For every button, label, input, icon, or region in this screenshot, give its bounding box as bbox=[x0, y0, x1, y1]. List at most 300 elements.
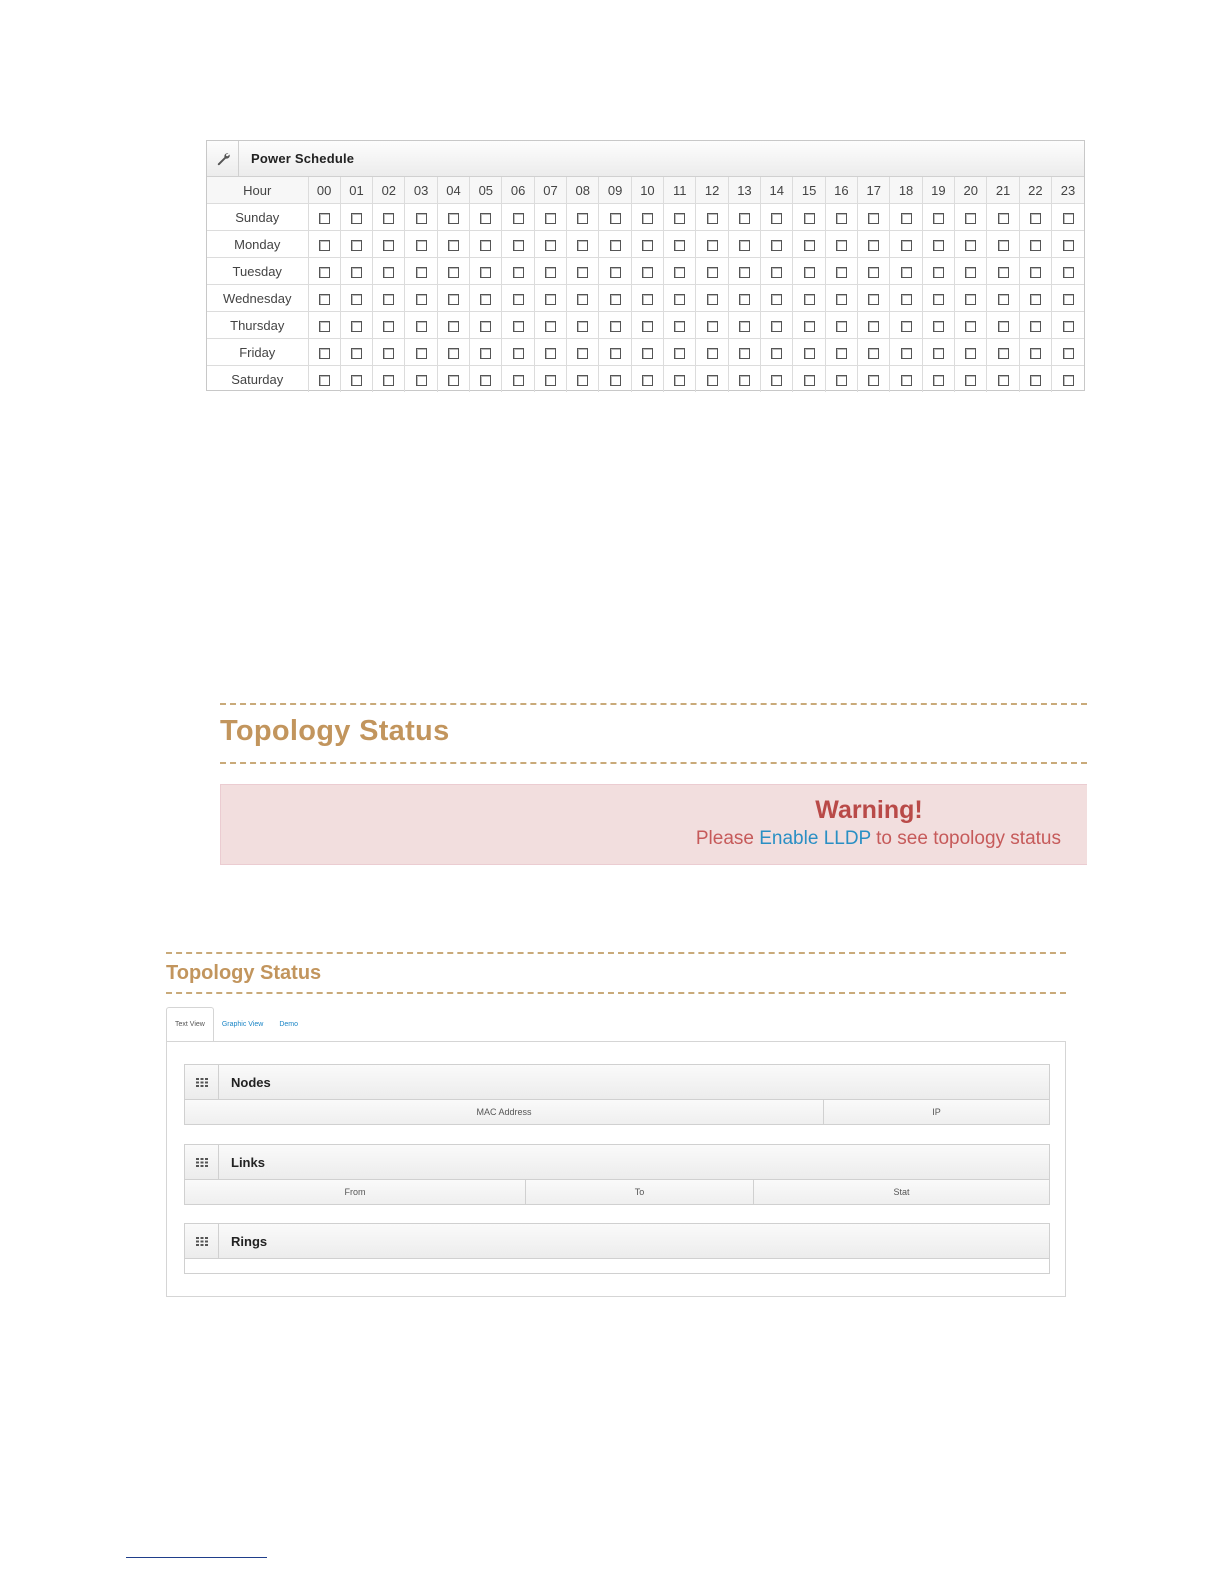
divider bbox=[220, 703, 1087, 705]
schedule-cell bbox=[858, 204, 890, 231]
hour-checkbox[interactable] bbox=[1063, 267, 1074, 278]
hour-column-header: 15 bbox=[793, 177, 825, 204]
schedule-cell bbox=[340, 366, 372, 393]
schedule-cell bbox=[373, 312, 405, 339]
schedule-row bbox=[207, 312, 1084, 339]
hour-checkbox[interactable] bbox=[416, 321, 427, 332]
schedule-cell bbox=[664, 339, 696, 366]
hour-checkbox[interactable] bbox=[674, 267, 685, 278]
schedule-cell bbox=[793, 339, 825, 366]
hour-checkbox[interactable] bbox=[674, 240, 685, 251]
schedule-cell bbox=[470, 204, 502, 231]
hour-checkbox[interactable] bbox=[448, 321, 459, 332]
hour-checkbox[interactable] bbox=[610, 213, 621, 224]
hour-checkbox[interactable] bbox=[577, 321, 588, 332]
hour-checkbox[interactable] bbox=[319, 375, 330, 386]
hour-checkbox[interactable] bbox=[674, 321, 685, 332]
schedule-cell bbox=[858, 258, 890, 285]
hour-checkbox[interactable] bbox=[739, 321, 750, 332]
schedule-cell bbox=[308, 258, 340, 285]
schedule-cell bbox=[890, 312, 922, 339]
hour-checkbox[interactable] bbox=[416, 267, 427, 278]
hour-checkbox[interactable] bbox=[901, 294, 912, 305]
hour-checkbox[interactable] bbox=[480, 267, 491, 278]
hour-checkbox[interactable] bbox=[513, 348, 524, 359]
schedule-cell bbox=[308, 285, 340, 312]
schedule-cell bbox=[308, 339, 340, 366]
hour-checkbox[interactable] bbox=[351, 294, 362, 305]
schedule-cell bbox=[340, 285, 372, 312]
hour-checkbox[interactable] bbox=[1030, 213, 1041, 224]
column-header-to[interactable]: To bbox=[526, 1180, 754, 1204]
hour-checkbox[interactable] bbox=[933, 267, 944, 278]
hour-checkbox[interactable] bbox=[448, 267, 459, 278]
schedule-cell bbox=[373, 285, 405, 312]
hour-checkbox[interactable] bbox=[771, 213, 782, 224]
schedule-cell bbox=[825, 204, 857, 231]
schedule-cell bbox=[599, 285, 631, 312]
hour-checkbox[interactable] bbox=[674, 348, 685, 359]
hour-checkbox[interactable] bbox=[577, 267, 588, 278]
hour-checkbox[interactable] bbox=[836, 294, 847, 305]
schedule-cell bbox=[761, 204, 793, 231]
hour-checkbox[interactable] bbox=[480, 294, 491, 305]
schedule-cell bbox=[696, 204, 728, 231]
hour-checkbox[interactable] bbox=[577, 375, 588, 386]
hour-checkbox[interactable] bbox=[707, 213, 718, 224]
schedule-cell bbox=[987, 285, 1019, 312]
hour-checkbox[interactable] bbox=[771, 375, 782, 386]
schedule-cell bbox=[987, 231, 1019, 258]
hour-checkbox[interactable] bbox=[416, 294, 427, 305]
schedule-cell bbox=[631, 231, 663, 258]
hour-checkbox[interactable] bbox=[836, 240, 847, 251]
schedule-cell bbox=[922, 312, 954, 339]
hour-checkbox[interactable] bbox=[933, 294, 944, 305]
hour-checkbox[interactable] bbox=[319, 267, 330, 278]
hour-checkbox[interactable] bbox=[416, 375, 427, 386]
schedule-cell bbox=[922, 339, 954, 366]
hour-checkbox[interactable] bbox=[545, 267, 556, 278]
hour-checkbox[interactable] bbox=[545, 240, 556, 251]
power-schedule-table bbox=[207, 177, 1084, 392]
hour-checkbox[interactable] bbox=[1030, 267, 1041, 278]
hour-checkbox[interactable] bbox=[448, 294, 459, 305]
hour-checkbox[interactable] bbox=[642, 348, 653, 359]
links-title: Links bbox=[231, 1154, 265, 1170]
hour-checkbox[interactable] bbox=[642, 375, 653, 386]
hour-checkbox[interactable] bbox=[868, 267, 879, 278]
hour-checkbox[interactable] bbox=[513, 267, 524, 278]
divider bbox=[220, 762, 1087, 764]
hour-checkbox[interactable] bbox=[1063, 375, 1074, 386]
schedule-cell bbox=[470, 258, 502, 285]
schedule-cell bbox=[308, 231, 340, 258]
hour-checkbox[interactable] bbox=[836, 213, 847, 224]
schedule-cell bbox=[825, 312, 857, 339]
tab-text-view[interactable]: Text View bbox=[166, 1007, 214, 1043]
hour-checkbox[interactable] bbox=[674, 375, 685, 386]
hour-checkbox[interactable] bbox=[351, 321, 362, 332]
hour-checkbox[interactable] bbox=[642, 240, 653, 251]
hour-checkbox[interactable] bbox=[610, 294, 621, 305]
hour-checkbox[interactable] bbox=[804, 348, 815, 359]
schedule-cell bbox=[696, 258, 728, 285]
schedule-cell bbox=[373, 366, 405, 393]
schedule-cell bbox=[567, 366, 599, 393]
hour-checkbox[interactable] bbox=[610, 321, 621, 332]
hour-checkbox[interactable] bbox=[383, 348, 394, 359]
schedule-cell bbox=[793, 312, 825, 339]
hour-checkbox[interactable] bbox=[804, 294, 815, 305]
hour-checkbox[interactable] bbox=[319, 294, 330, 305]
hour-checkbox[interactable] bbox=[998, 375, 1009, 386]
hour-checkbox[interactable] bbox=[416, 213, 427, 224]
hour-checkbox[interactable] bbox=[707, 267, 718, 278]
hour-checkbox[interactable] bbox=[804, 375, 815, 386]
hour-checkbox[interactable] bbox=[1063, 348, 1074, 359]
hour-checkbox[interactable] bbox=[1063, 240, 1074, 251]
hour-checkbox[interactable] bbox=[480, 240, 491, 251]
view-tabs bbox=[166, 1006, 306, 1042]
hour-checkbox[interactable] bbox=[642, 267, 653, 278]
column-header-stat[interactable]: Stat bbox=[754, 1180, 1049, 1204]
schedule-cell bbox=[631, 204, 663, 231]
schedule-cell bbox=[890, 339, 922, 366]
hour-column-header: 22 bbox=[1019, 177, 1051, 204]
rings-title: Rings bbox=[231, 1233, 268, 1249]
hour-checkbox[interactable] bbox=[998, 213, 1009, 224]
hour-checkbox[interactable] bbox=[319, 213, 330, 224]
schedule-cell bbox=[308, 366, 340, 393]
footer-rule bbox=[126, 1557, 267, 1558]
hour-checkbox[interactable] bbox=[707, 348, 718, 359]
hour-checkbox[interactable] bbox=[319, 321, 330, 332]
schedule-cell bbox=[825, 366, 857, 393]
schedule-cell bbox=[1019, 312, 1051, 339]
hour-checkbox[interactable] bbox=[933, 240, 944, 251]
schedule-cell bbox=[502, 285, 534, 312]
hour-checkbox[interactable] bbox=[998, 348, 1009, 359]
schedule-cell bbox=[470, 231, 502, 258]
schedule-cell bbox=[405, 285, 437, 312]
hour-checkbox[interactable] bbox=[739, 348, 750, 359]
column-header-ip[interactable]: IP bbox=[824, 1100, 1049, 1124]
hour-checkbox[interactable] bbox=[383, 267, 394, 278]
schedule-cell bbox=[696, 366, 728, 393]
schedule-cell bbox=[405, 231, 437, 258]
hour-checkbox[interactable] bbox=[383, 213, 394, 224]
column-header-from[interactable]: From bbox=[185, 1180, 526, 1204]
page-title: Topology Status bbox=[220, 715, 450, 747]
hour-checkbox[interactable] bbox=[868, 213, 879, 224]
hour-checkbox[interactable] bbox=[836, 267, 847, 278]
hour-checkbox[interactable] bbox=[771, 267, 782, 278]
schedule-cell bbox=[599, 204, 631, 231]
schedule-cell bbox=[1019, 231, 1051, 258]
schedule-cell bbox=[922, 285, 954, 312]
schedule-cell bbox=[664, 312, 696, 339]
hour-checkbox[interactable] bbox=[448, 240, 459, 251]
schedule-cell bbox=[696, 231, 728, 258]
schedule-cell bbox=[534, 285, 566, 312]
day-label: Wednesday bbox=[207, 285, 308, 312]
hour-checkbox[interactable] bbox=[998, 294, 1009, 305]
hour-checkbox[interactable] bbox=[319, 348, 330, 359]
hour-checkbox[interactable] bbox=[513, 294, 524, 305]
hour-checkbox[interactable] bbox=[545, 321, 556, 332]
hour-checkbox[interactable] bbox=[901, 240, 912, 251]
schedule-cell bbox=[728, 339, 760, 366]
schedule-cell bbox=[1052, 339, 1084, 366]
hour-checkbox[interactable] bbox=[383, 321, 394, 332]
hour-checkbox[interactable] bbox=[933, 375, 944, 386]
schedule-cell bbox=[1019, 285, 1051, 312]
tab-demo[interactable]: Demo bbox=[279, 1021, 299, 1028]
schedule-cell bbox=[437, 285, 469, 312]
topology-status-section-small bbox=[166, 952, 1066, 994]
hour-checkbox[interactable] bbox=[901, 321, 912, 332]
hour-checkbox[interactable] bbox=[545, 375, 556, 386]
schedule-row bbox=[207, 258, 1084, 285]
hour-checkbox[interactable] bbox=[965, 294, 976, 305]
schedule-cell bbox=[567, 312, 599, 339]
hour-checkbox[interactable] bbox=[1063, 321, 1074, 332]
hour-checkbox[interactable] bbox=[868, 348, 879, 359]
schedule-cell bbox=[955, 204, 987, 231]
hour-checkbox[interactable] bbox=[804, 240, 815, 251]
schedule-cell bbox=[340, 312, 372, 339]
hour-column-header: 17 bbox=[858, 177, 890, 204]
schedule-cell bbox=[1052, 258, 1084, 285]
hour-checkbox[interactable] bbox=[351, 213, 362, 224]
schedule-cell bbox=[470, 366, 502, 393]
hour-checkbox[interactable] bbox=[319, 240, 330, 251]
hour-column-header: 03 bbox=[405, 177, 437, 204]
schedule-cell bbox=[664, 366, 696, 393]
hour-checkbox[interactable] bbox=[868, 240, 879, 251]
hour-checkbox[interactable] bbox=[610, 375, 621, 386]
hour-checkbox[interactable] bbox=[771, 348, 782, 359]
hour-checkbox[interactable] bbox=[351, 267, 362, 278]
hour-checkbox[interactable] bbox=[1030, 294, 1041, 305]
hour-checkbox[interactable] bbox=[965, 348, 976, 359]
hour-checkbox[interactable] bbox=[480, 321, 491, 332]
schedule-cell bbox=[534, 231, 566, 258]
hour-checkbox[interactable] bbox=[1030, 321, 1041, 332]
hour-checkbox[interactable] bbox=[610, 240, 621, 251]
hour-checkbox[interactable] bbox=[965, 213, 976, 224]
hour-column-header: 00 bbox=[308, 177, 340, 204]
hour-column-header: 23 bbox=[1052, 177, 1084, 204]
hour-checkbox[interactable] bbox=[707, 240, 718, 251]
hour-checkbox[interactable] bbox=[383, 375, 394, 386]
hour-checkbox[interactable] bbox=[771, 240, 782, 251]
hour-checkbox[interactable] bbox=[577, 294, 588, 305]
hour-checkbox[interactable] bbox=[868, 294, 879, 305]
hour-checkbox[interactable] bbox=[868, 375, 879, 386]
hour-checkbox[interactable] bbox=[1030, 375, 1041, 386]
schedule-cell bbox=[922, 366, 954, 393]
schedule-cell bbox=[890, 231, 922, 258]
hour-checkbox[interactable] bbox=[480, 375, 491, 386]
hour-checkbox[interactable] bbox=[577, 240, 588, 251]
schedule-cell bbox=[664, 231, 696, 258]
schedule-cell bbox=[955, 366, 987, 393]
schedule-cell bbox=[534, 366, 566, 393]
hour-checkbox[interactable] bbox=[965, 321, 976, 332]
schedule-cell bbox=[534, 258, 566, 285]
schedule-cell bbox=[825, 258, 857, 285]
hour-checkbox[interactable] bbox=[836, 348, 847, 359]
hour-checkbox[interactable] bbox=[545, 213, 556, 224]
hour-checkbox[interactable] bbox=[351, 348, 362, 359]
hour-checkbox[interactable] bbox=[448, 375, 459, 386]
schedule-cell bbox=[567, 231, 599, 258]
hour-checkbox[interactable] bbox=[642, 213, 653, 224]
hour-checkbox[interactable] bbox=[610, 348, 621, 359]
hour-checkbox[interactable] bbox=[998, 240, 1009, 251]
hour-checkbox[interactable] bbox=[739, 294, 750, 305]
schedule-cell bbox=[793, 285, 825, 312]
hour-checkbox[interactable] bbox=[642, 321, 653, 332]
nodes-title: Nodes bbox=[231, 1074, 271, 1090]
nodes-box bbox=[184, 1064, 1050, 1125]
hour-checkbox[interactable] bbox=[416, 240, 427, 251]
hour-checkbox[interactable] bbox=[383, 294, 394, 305]
hour-checkbox[interactable] bbox=[965, 375, 976, 386]
hour-checkbox[interactable] bbox=[674, 294, 685, 305]
hour-column-header: 04 bbox=[437, 177, 469, 204]
schedule-cell bbox=[922, 258, 954, 285]
hour-checkbox[interactable] bbox=[933, 213, 944, 224]
schedule-cell bbox=[599, 258, 631, 285]
hour-checkbox[interactable] bbox=[448, 348, 459, 359]
hour-checkbox[interactable] bbox=[642, 294, 653, 305]
hour-checkbox[interactable] bbox=[351, 375, 362, 386]
warning-alert bbox=[220, 784, 1087, 865]
schedule-cell bbox=[405, 204, 437, 231]
hour-checkbox[interactable] bbox=[998, 267, 1009, 278]
hour-checkbox[interactable] bbox=[739, 375, 750, 386]
hour-checkbox[interactable] bbox=[804, 213, 815, 224]
schedule-cell bbox=[858, 231, 890, 258]
hour-checkbox[interactable] bbox=[674, 213, 685, 224]
hour-checkbox[interactable] bbox=[901, 375, 912, 386]
divider bbox=[166, 952, 1066, 954]
schedule-cell bbox=[631, 312, 663, 339]
schedule-cell bbox=[890, 204, 922, 231]
hour-checkbox[interactable] bbox=[1063, 294, 1074, 305]
hour-checkbox[interactable] bbox=[771, 321, 782, 332]
hour-checkbox[interactable] bbox=[1063, 213, 1074, 224]
warning-suffix: to see topology status bbox=[870, 828, 1061, 849]
text-view-pane bbox=[166, 1041, 1066, 1297]
hour-checkbox[interactable] bbox=[545, 348, 556, 359]
hour-checkbox[interactable] bbox=[836, 321, 847, 332]
hour-checkbox[interactable] bbox=[804, 321, 815, 332]
hour-checkbox[interactable] bbox=[513, 321, 524, 332]
warning-prefix: Please bbox=[695, 828, 760, 849]
hour-checkbox[interactable] bbox=[383, 240, 394, 251]
hour-checkbox[interactable] bbox=[739, 213, 750, 224]
hour-checkbox[interactable] bbox=[998, 321, 1009, 332]
hour-checkbox[interactable] bbox=[739, 267, 750, 278]
schedule-cell bbox=[761, 366, 793, 393]
schedule-row bbox=[207, 339, 1084, 366]
hour-checkbox[interactable] bbox=[707, 321, 718, 332]
schedule-cell bbox=[502, 366, 534, 393]
hour-checkbox[interactable] bbox=[513, 240, 524, 251]
hour-checkbox[interactable] bbox=[707, 375, 718, 386]
hour-checkbox[interactable] bbox=[804, 267, 815, 278]
hour-checkbox[interactable] bbox=[933, 348, 944, 359]
hour-checkbox[interactable] bbox=[901, 267, 912, 278]
links-table-header bbox=[185, 1180, 1049, 1204]
rings-box bbox=[184, 1223, 1050, 1274]
hour-checkbox[interactable] bbox=[933, 321, 944, 332]
hour-checkbox[interactable] bbox=[739, 240, 750, 251]
hour-checkbox[interactable] bbox=[513, 213, 524, 224]
schedule-cell bbox=[761, 285, 793, 312]
hour-checkbox[interactable] bbox=[868, 321, 879, 332]
hour-checkbox[interactable] bbox=[707, 294, 718, 305]
schedule-cell bbox=[340, 339, 372, 366]
divider bbox=[166, 992, 1066, 994]
hour-checkbox[interactable] bbox=[416, 348, 427, 359]
enable-lldp-link[interactable]: Enable LLDP bbox=[759, 828, 871, 849]
schedule-cell bbox=[761, 258, 793, 285]
day-label: Tuesday bbox=[207, 258, 308, 285]
schedule-cell bbox=[761, 231, 793, 258]
hour-checkbox[interactable] bbox=[1030, 240, 1041, 251]
hour-checkbox[interactable] bbox=[577, 213, 588, 224]
schedule-cell bbox=[922, 231, 954, 258]
tab-graphic-view[interactable]: Graphic View bbox=[221, 1021, 264, 1028]
hour-column-header: 07 bbox=[534, 177, 566, 204]
section-title: Topology Status bbox=[166, 962, 322, 984]
hour-checkbox[interactable] bbox=[610, 267, 621, 278]
hour-checkbox[interactable] bbox=[1030, 348, 1041, 359]
hour-checkbox[interactable] bbox=[545, 294, 556, 305]
rings-table-body bbox=[185, 1259, 1049, 1273]
schedule-cell bbox=[502, 231, 534, 258]
hour-checkbox[interactable] bbox=[901, 213, 912, 224]
hour-checkbox[interactable] bbox=[480, 213, 491, 224]
hour-checkbox[interactable] bbox=[448, 213, 459, 224]
schedule-cell bbox=[437, 231, 469, 258]
schedule-cell bbox=[987, 258, 1019, 285]
schedule-cell bbox=[793, 231, 825, 258]
hour-checkbox[interactable] bbox=[901, 348, 912, 359]
column-header-mac-address[interactable]: MAC Address bbox=[185, 1100, 824, 1124]
hour-checkbox[interactable] bbox=[965, 267, 976, 278]
schedule-cell bbox=[728, 285, 760, 312]
hour-checkbox[interactable] bbox=[480, 348, 491, 359]
schedule-cell bbox=[567, 285, 599, 312]
hour-checkbox[interactable] bbox=[771, 294, 782, 305]
hour-checkbox[interactable] bbox=[577, 348, 588, 359]
hour-checkbox[interactable] bbox=[836, 375, 847, 386]
hour-checkbox[interactable] bbox=[513, 375, 524, 386]
schedule-cell bbox=[470, 285, 502, 312]
schedule-cell bbox=[631, 339, 663, 366]
schedule-cell bbox=[502, 312, 534, 339]
schedule-cell bbox=[664, 285, 696, 312]
schedule-cell bbox=[567, 258, 599, 285]
hour-checkbox[interactable] bbox=[351, 240, 362, 251]
hour-checkbox[interactable] bbox=[965, 240, 976, 251]
